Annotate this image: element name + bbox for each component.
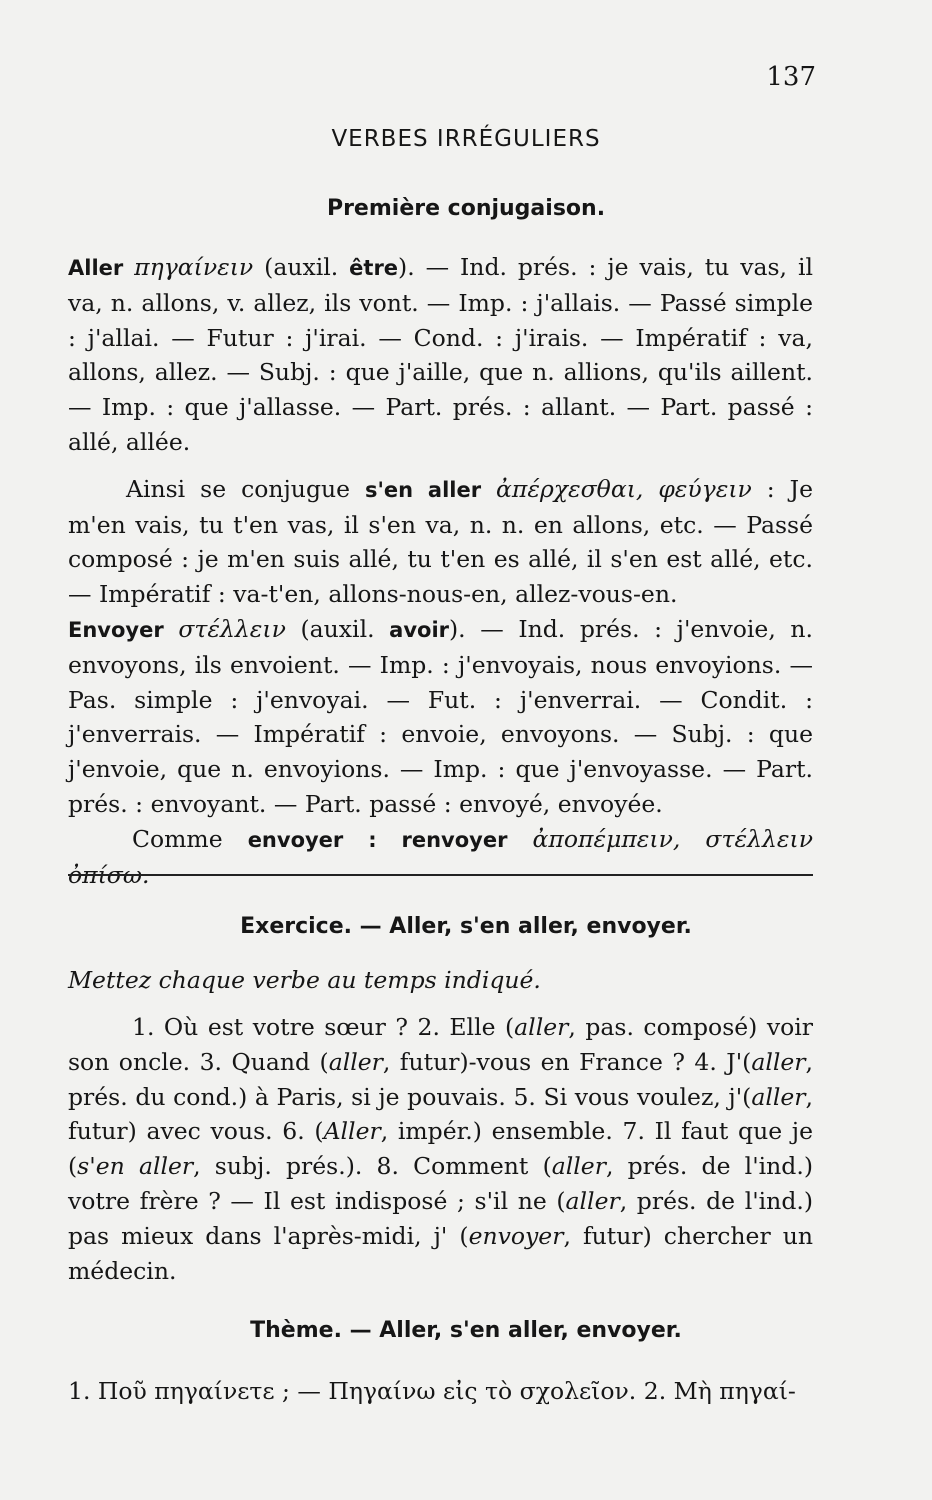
envoyer-paragraph: [68, 612, 813, 822]
ex-text: , subj. prés.). 8. Comment (: [193, 1152, 552, 1181]
ex-text: , impér.) ensemble. 7. Il faut que je (: [68, 1117, 813, 1181]
ex-verb: aller: [751, 1082, 806, 1111]
ex-text: 1. Où est votre sœur ? 2. Elle (: [132, 1013, 515, 1041]
envoyer-keyword: Envoyer: [68, 617, 164, 642]
ex-verb: envoyer: [468, 1221, 564, 1250]
section-title: Première conjugaison.: [326, 196, 606, 221]
aller-paragraph: [68, 250, 813, 460]
ex-verb: s'en aller: [77, 1152, 194, 1181]
envoyer-text: ). — Ind. prés. : j'envoie, n. envoyons, ils envoient. — Imp. : j'envoyais, nous envoyions. — Pas. simple : j'envoyai. — Fut. : j'enverrai. — Condit. : j'enverrais. — Impératif : envoie, envoyons. — Subj. : que j'envoie, que n. envoyions. — Imp. : que j'envoyasse. — Part. prés. : envoyant. — Part. passé : envoyé, envoyée.: [68, 614, 813, 818]
ex-verb: Aller: [323, 1117, 381, 1146]
senaller-paragraph: [68, 472, 813, 612]
comme-keyword: envoyer : renvoyer: [247, 827, 508, 852]
section-divider: [68, 874, 813, 876]
exercise-block: [68, 1010, 813, 1288]
aller-greek: πηγαίνειν: [134, 253, 254, 281]
exercise-title: Exercice. — Aller, s'en aller, envoyer.: [240, 914, 692, 939]
ex-verb: aller: [551, 1152, 606, 1181]
ex-text: , pas. composé) voir son oncle. 3. Quand (: [68, 1013, 813, 1076]
ex-verb: aller: [328, 1047, 383, 1076]
comme-greek: ἀποπέμπειν, στέλλειν ὀπίσω.: [68, 824, 813, 889]
senaller-lead: Ainsi se conjugue: [126, 474, 365, 503]
ex-text: , prés. du cond.) à Paris, si je pouvais. 5. Si vous voulez, j'(: [68, 1047, 813, 1111]
theme-line: 1. Ποῦ πηγαίνετε ; — Πηγαίνω εἰς τὸ σχολεῖον. 2. Μὴ πηγαί-: [68, 1377, 796, 1405]
running-head: VERBES IRRÉGULIERS: [331, 126, 601, 152]
envoyer-aux-open: (auxil.: [300, 614, 390, 643]
ex-text: , futur) chercher un médecin.: [68, 1221, 813, 1285]
ex-text: , futur)-vous en France ? 4. J'(: [382, 1047, 752, 1076]
exercise-paragraph: [68, 1010, 813, 1288]
comme-paragraph: [68, 822, 813, 893]
aller-keyword: Aller: [68, 256, 124, 280]
ex-text: , futur) avec vous. 6. (: [68, 1082, 813, 1146]
exercise-instruction: Mettez chaque verbe au temps indiqué.: [68, 966, 541, 994]
theme-title: Thème. — Aller, s'en aller, envoyer.: [250, 1318, 682, 1343]
envoyer-greek: στέλλειν: [178, 614, 286, 643]
senaller-greek: ἀπέρχεσθαι, φεύγειν: [496, 474, 752, 503]
senaller-keyword: s'en aller: [364, 477, 482, 502]
ex-verb: aller: [565, 1186, 620, 1215]
conjugation-block: [68, 250, 813, 892]
ex-verb: aller: [514, 1013, 569, 1041]
comme-lead: Comme: [132, 824, 248, 853]
page-number: 137: [766, 62, 816, 92]
ex-text: , prés. de l'ind.) votre frère ? — Il est indisposé ; s'il ne (: [68, 1152, 813, 1215]
senaller-text: : Je m'en vais, tu t'en vas, il s'en va, n. n. en allons, etc. — Passé composé : je m'en suis allé, tu t'en es allé, il s'en est allé, etc. — Impératif : va-t'en, allons-nous-en, allez-vous-en.: [68, 474, 813, 609]
envoyer-aux-keyword: avoir: [389, 617, 449, 642]
aller-aux-keyword: être: [349, 256, 399, 280]
aller-text: ). — Ind. prés. : je vais, tu vas, il va, n. allons, v. allez, ils vont. — Imp. : j'allais. — Passé simple : j'allai. — Futur : j'irai. — Cond. : j'irais. — Impératif : va, allons, allez. — Subj. : que j'aille, que n. allions, qu'ils aillent. — Imp. : que j'allasse. — Part. prés. : allant. — Part. passé : allé, allée.: [68, 253, 813, 456]
ex-verb: aller: [751, 1047, 806, 1076]
aller-aux-open: (auxil.: [264, 253, 350, 281]
ex-text: , prés. de l'ind.) pas mieux dans l'après-midi, j' (: [68, 1186, 813, 1250]
